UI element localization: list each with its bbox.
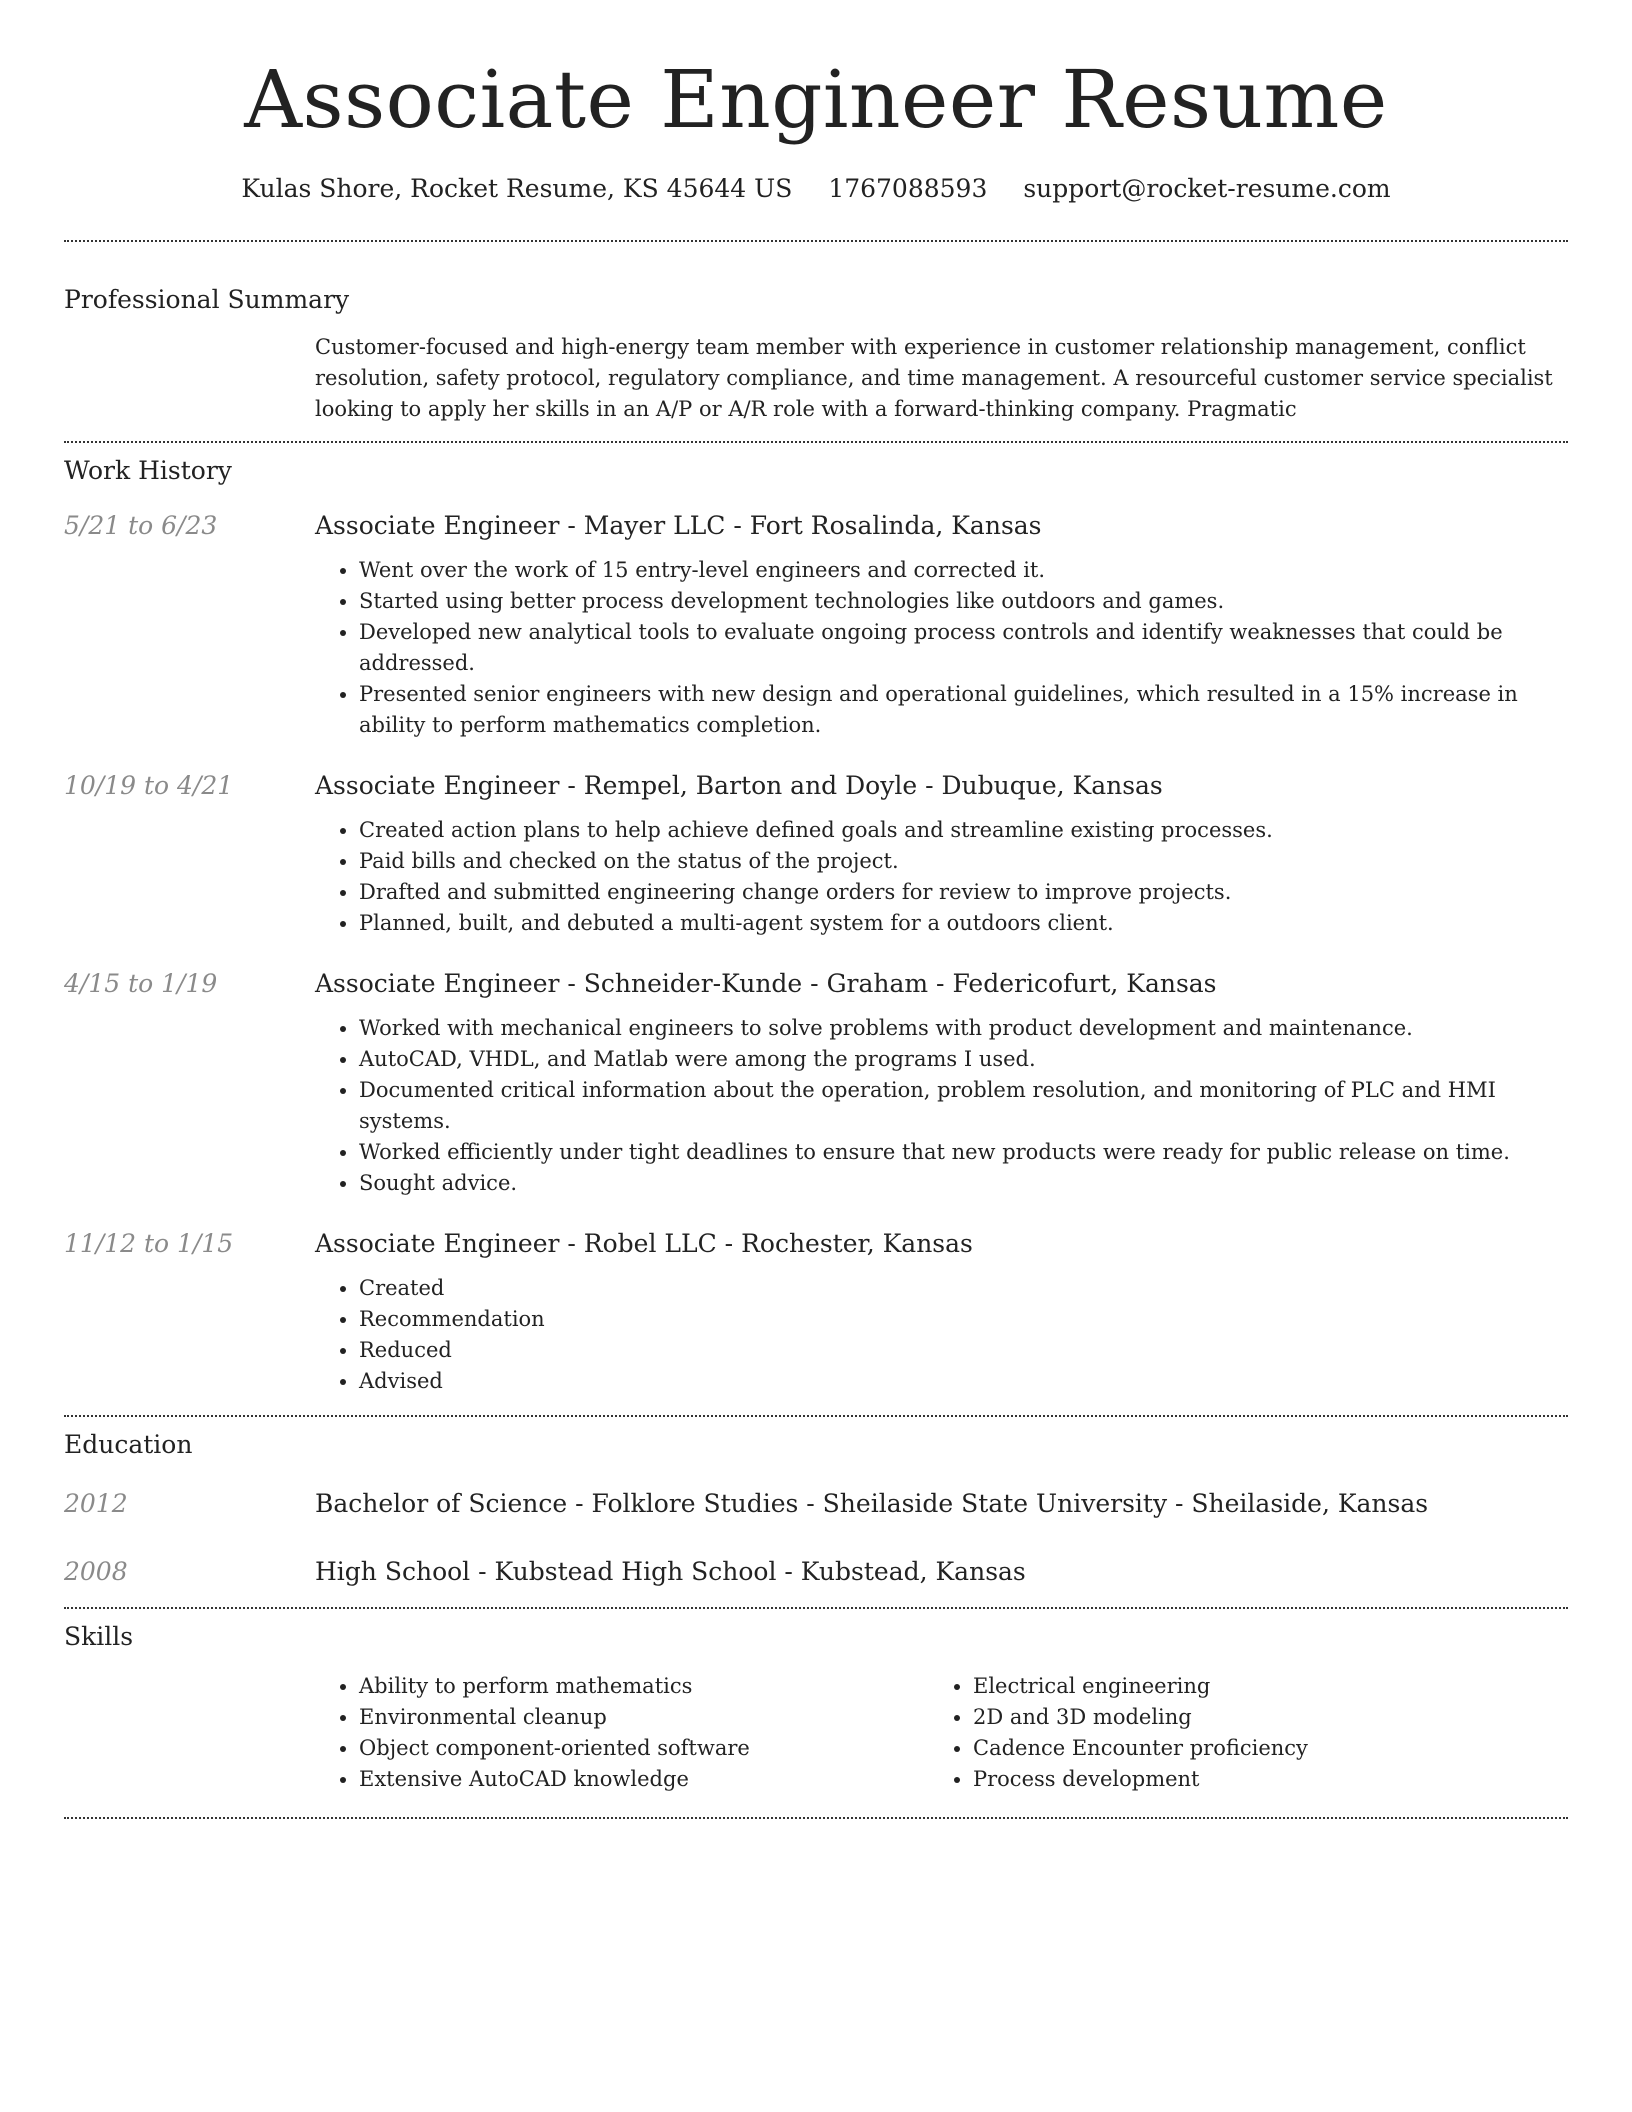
skill-item: • Cadence Encounter proficiency xyxy=(973,1733,1543,1764)
list-item: • Created xyxy=(359,1273,1568,1304)
education-entry xyxy=(64,1555,1568,1589)
job-title: Associate Engineer - Robel LLC - Rochester, Kansas xyxy=(315,1229,973,1258)
skill-item: • Electrical engineering xyxy=(973,1671,1543,1702)
list-item: • Recommendation xyxy=(359,1304,1568,1335)
job-title: Associate Engineer - Rempel, Barton and Doyle - Dubuque, Kansas xyxy=(315,771,1163,800)
section-title-summary: Professional Summary xyxy=(64,285,350,314)
list-item: • Started using better process development technologies like outdoors and games. xyxy=(359,586,1568,617)
contact-address: Kulas Shore, Rocket Resume, KS 45644 US xyxy=(241,174,793,203)
list-item: • Sought advice. xyxy=(359,1168,1568,1199)
job-dates: 4/15 to 1/19 xyxy=(64,969,218,998)
contact-line xyxy=(64,172,1568,206)
list-item: • Paid bills and checked on the status of the project. xyxy=(359,846,1568,877)
contact-email: support@rocket-resume.com xyxy=(1023,174,1391,203)
job-title: Associate Engineer - Schneider-Kunde - Graham - Federicofurt, Kansas xyxy=(315,969,1217,998)
contact-phone: 1767088593 xyxy=(828,174,988,203)
job-bullets xyxy=(315,1273,1568,1397)
job-entry xyxy=(64,769,1568,939)
job-entry xyxy=(64,967,1568,1199)
education-year: 2008 xyxy=(64,1557,128,1586)
resume-page xyxy=(64,0,1568,1819)
skills-column-2 xyxy=(929,1671,1543,1795)
section-title-education: Education xyxy=(64,1430,193,1459)
education-school: - Sheilaside State University - Sheilaside, Kansas xyxy=(798,1489,1429,1518)
education-entry xyxy=(64,1487,1568,1521)
job-bullets xyxy=(315,1013,1568,1199)
list-item: • Presented senior engineers with new design and operational guidelines, which resulted in a 15% increase in ability to perform mathematics completion. xyxy=(359,679,1568,741)
skill-item: • Process development xyxy=(973,1764,1543,1795)
section-title-skills: Skills xyxy=(64,1622,134,1651)
divider xyxy=(64,240,1568,242)
job-dates: 5/21 to 6/23 xyxy=(64,511,218,540)
skill-item: • Object component-oriented software xyxy=(359,1733,929,1764)
skills-list xyxy=(315,1671,1568,1795)
divider xyxy=(64,441,1568,443)
education-year: 2012 xyxy=(64,1489,128,1518)
divider xyxy=(64,1607,1568,1609)
job-dates: 11/12 to 1/15 xyxy=(64,1229,234,1258)
list-item: • Planned, built, and debuted a multi-agent system for a outdoors client. xyxy=(359,908,1568,939)
skill-item: • Environmental cleanup xyxy=(359,1702,929,1733)
list-item: • Advised xyxy=(359,1366,1568,1397)
list-item: • AutoCAD, VHDL, and Matlab were among the programs I used. xyxy=(359,1044,1568,1075)
list-item: • Worked efficiently under tight deadlines to ensure that new products were ready for public release on time. xyxy=(359,1137,1568,1168)
skills-column-1 xyxy=(315,1671,929,1795)
section-title-work: Work History xyxy=(64,456,232,485)
divider xyxy=(64,1415,1568,1417)
list-item: • Worked with mechanical engineers to solve problems with product development and maintenance. xyxy=(359,1013,1568,1044)
skill-item: • Extensive AutoCAD knowledge xyxy=(359,1764,929,1795)
skill-item: • Ability to perform mathematics xyxy=(359,1671,929,1702)
summary-row xyxy=(64,332,1568,425)
skill-item: • 2D and 3D modeling xyxy=(973,1702,1543,1733)
job-bullets xyxy=(315,815,1568,939)
education-degree: Bachelor of Science - Folklore Studies xyxy=(315,1489,799,1518)
list-item: • Documented critical information about the operation, problem resolution, and monitoring of PLC and HMI systems. xyxy=(359,1075,1568,1137)
job-entry xyxy=(64,509,1568,741)
divider xyxy=(64,1817,1568,1819)
job-bullets xyxy=(315,555,1568,741)
job-dates: 10/19 to 4/21 xyxy=(64,771,234,800)
list-item: • Developed new analytical tools to evaluate ongoing process controls and identify weaknesses that could be addressed. xyxy=(359,617,1568,679)
education-school: - Kubstead High School - Kubstead, Kansas xyxy=(470,1557,1026,1586)
list-item: • Created action plans to help achieve defined goals and streamline existing processes. xyxy=(359,815,1568,846)
list-item: • Reduced xyxy=(359,1335,1568,1366)
resume-title: Associate Engineer Resume xyxy=(244,53,1388,146)
education-degree: High School xyxy=(315,1557,471,1586)
skills-row xyxy=(64,1671,1568,1795)
job-entry xyxy=(64,1227,1568,1397)
summary-text: Customer-focused and high-energy team member with experience in customer relationship management, conflict resolution, safety protocol, regulatory compliance, and time management. A resourceful customer service specialist looking to apply her skills in an A/P or A/R role with a forward-thinking company. Pragmatic xyxy=(315,335,1553,421)
job-title: Associate Engineer - Mayer LLC - Fort Rosalinda, Kansas xyxy=(315,511,1042,540)
list-item: • Drafted and submitted engineering change orders for review to improve projects. xyxy=(359,877,1568,908)
list-item: • Went over the work of 15 entry-level engineers and corrected it. xyxy=(359,555,1568,586)
